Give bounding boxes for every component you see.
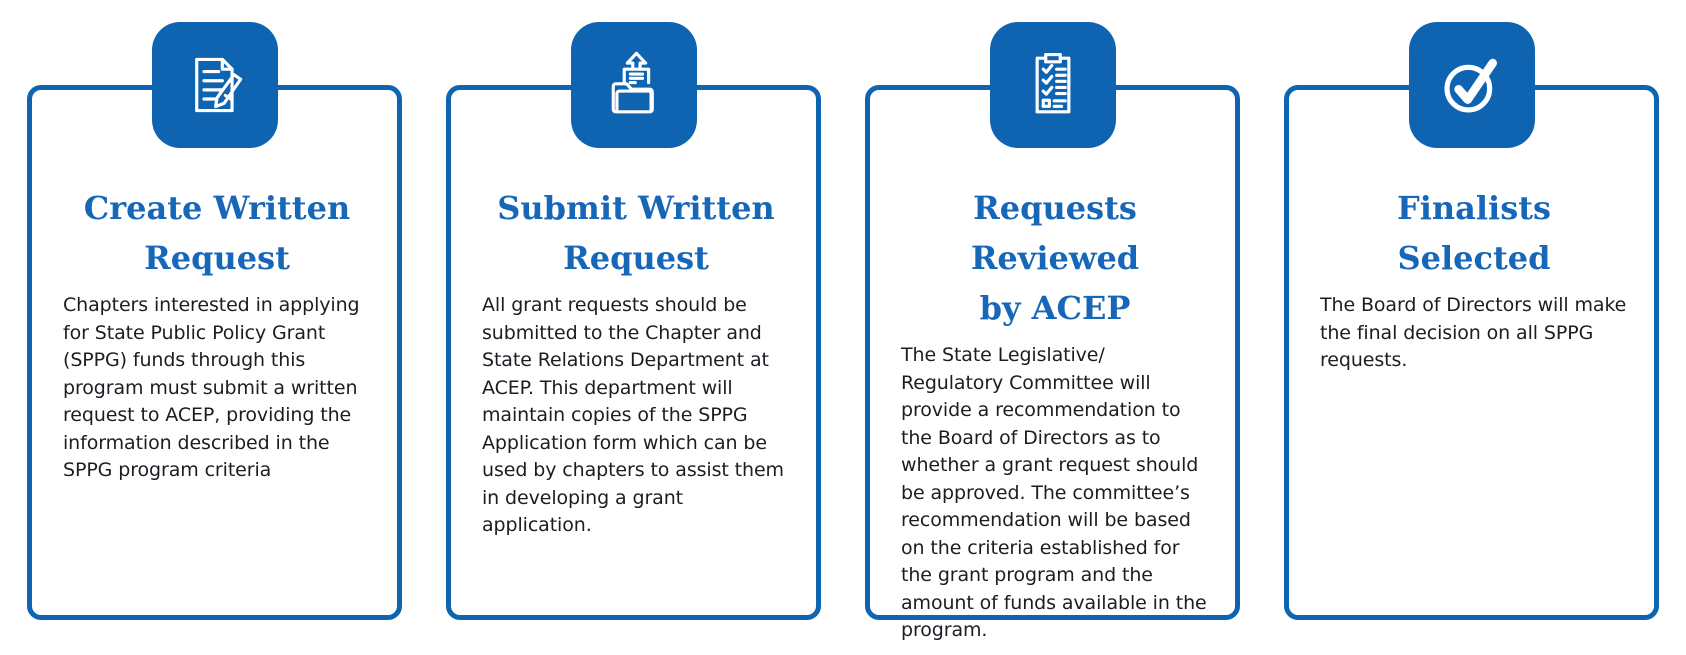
step-icon-badge [1409,22,1535,148]
step-finalists-selected [1284,85,1659,620]
step-title [901,183,1209,333]
checklist-clipboard-icon [1014,46,1092,124]
check-circle-icon [1433,46,1511,124]
step-title-line2: by ACEP [979,289,1131,327]
step-submit-written-request [446,85,821,620]
step-title-line1: Create Written [83,189,351,227]
step-title-line2: Request [144,239,290,277]
step-title [1320,183,1628,283]
step-description: The State Legislative/ Regulatory Committee will provide a recommendation to the Board of Directors as to whether a grant request should be approved. The committee’s recommendation will be based on the criteria established for the grant program and the amount of funds available in the program. [901,344,1207,641]
step-title-line1: Submit Written [497,189,775,227]
step-icon-badge [152,22,278,148]
document-pencil-icon [176,46,254,124]
step-description: The Board of Directors will make the final decision on all SPPG requests. [1320,294,1627,371]
step-card [1284,85,1659,620]
step-description: All grant requests should be submitted to the Chapter and State Relations Department at ACEP. This department will maintain copies of the SPPG Application form which can be used by chapters to assist them in developing a grant application. [482,294,784,536]
step-card [27,85,402,620]
step-title-line2: Selected [1397,239,1551,277]
step-requests-reviewed [865,85,1240,641]
step-title [482,183,790,283]
step-description: Chapters interested in applying for State Public Policy Grant (SPPG) funds through this program must submit a written request to ACEP, providing the information described in the SPPG program criteria [63,294,360,481]
step-title-line2: Request [563,239,709,277]
step-title-line1: Requests Reviewed [970,189,1140,277]
step-card [446,85,821,620]
step-icon-badge [990,22,1116,148]
step-card [865,85,1240,641]
step-create-written-request [27,85,402,620]
folder-upload-icon [595,46,673,124]
step-title [63,183,371,283]
step-title-line1: Finalists [1397,189,1551,227]
step-icon-badge [571,22,697,148]
